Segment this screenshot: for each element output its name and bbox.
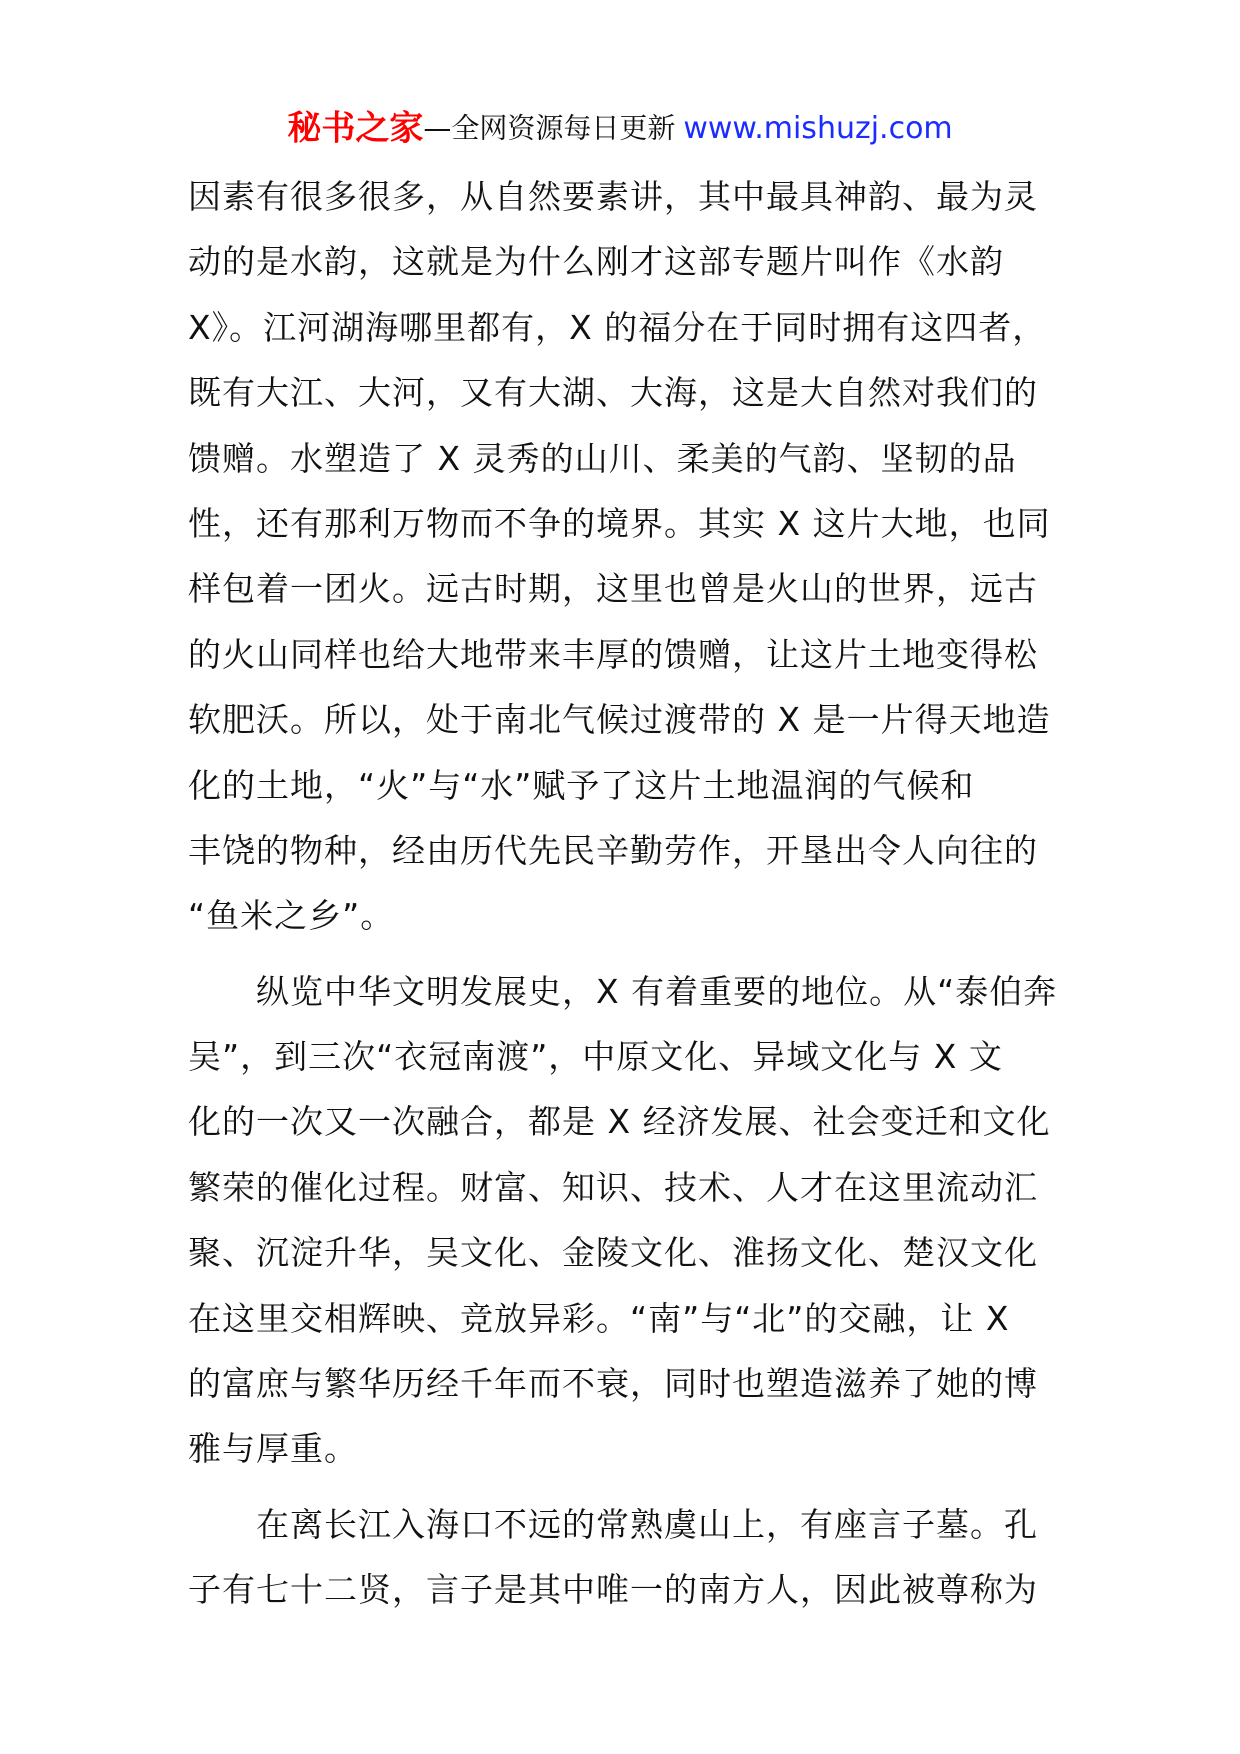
text-line: 馈赠。水塑造了 X 灵秀的山川、柔美的气韵、坚韧的品 bbox=[188, 438, 1017, 478]
page-header bbox=[0, 98, 1240, 158]
text-line: X》。江河湖海哪里都有，X 的福分在于同时拥有这四者， bbox=[188, 307, 1047, 347]
text-line: 化的土地，“火”与“水”赋予了这片土地温润的气候和 bbox=[188, 765, 975, 805]
text-line: 既有大江、大河，又有大湖、大海，这是大自然对我们的 bbox=[188, 373, 1038, 413]
text-line: 丰饶的物种，经由历代先民辛勤劳作，开垦出令人向往的 bbox=[188, 830, 1038, 870]
text-line: 样包着一团火。远古时期，这里也曾是火山的世界，远古 bbox=[188, 569, 1038, 609]
text-line: 子有七十二贤，言子是其中唯一的南方人，因此被尊称为 bbox=[188, 1570, 1038, 1610]
text-line: 的火山同样也给大地带来丰厚的馈赠，让这片土地变得松 bbox=[188, 634, 1038, 674]
body-text bbox=[188, 164, 1058, 1623]
text-line: 化的一次又一次融合，都是 X 经济发展、社会变迁和文化 bbox=[188, 1102, 1051, 1142]
text-line: 雅与厚重。 bbox=[188, 1429, 358, 1469]
text-line: 软肥沃。所以，处于南北气候过渡带的 X 是一片得天地造 bbox=[188, 700, 1051, 740]
text-line: 聚、沉淀升华，吴文化、金陵文化、淮扬文化、楚汉文化 bbox=[188, 1233, 1038, 1273]
paragraph-gap bbox=[188, 949, 1058, 959]
text-line: 性，还有那利万物而不争的境界。其实 X 这片大地，也同 bbox=[188, 503, 1051, 543]
website-url: www.mishuzj.com bbox=[683, 110, 953, 146]
text-line: 因素有很多很多，从自然要素讲，其中最具神韵、最为灵 bbox=[188, 177, 1038, 216]
brand-name: 秘书之家 bbox=[287, 108, 424, 149]
text-line: 纵览中华文明发展史，X 有着重要的地位。从“泰伯奔 bbox=[188, 971, 1058, 1011]
text-line: 吴”，到三次“衣冠南渡”，中原文化、异域文化与 X 文 bbox=[188, 1037, 1003, 1077]
text-line: 的富庶与繁华历经千年而不衰，同时也塑造滋养了她的博 bbox=[188, 1364, 1038, 1404]
header-tagline: —全网资源每日更新 bbox=[423, 111, 676, 145]
text-line: 在这里交相辉映、竞放异彩。“南”与“北”的交融，让 X bbox=[188, 1298, 1010, 1338]
text-line: 动的是水韵，这就是为什么刚才这部专题片叫作《水韵 bbox=[188, 242, 1004, 282]
text-line: 在离长江入海口不远的常熟虞山上，有座言子墓。孔 bbox=[188, 1504, 1038, 1544]
text-line: 繁荣的催化过程。财富、知识、技术、人才在这里流动汇 bbox=[188, 1167, 1038, 1207]
text-line: “鱼米之乡”。 bbox=[188, 896, 395, 936]
paragraph-gap bbox=[188, 1482, 1058, 1492]
